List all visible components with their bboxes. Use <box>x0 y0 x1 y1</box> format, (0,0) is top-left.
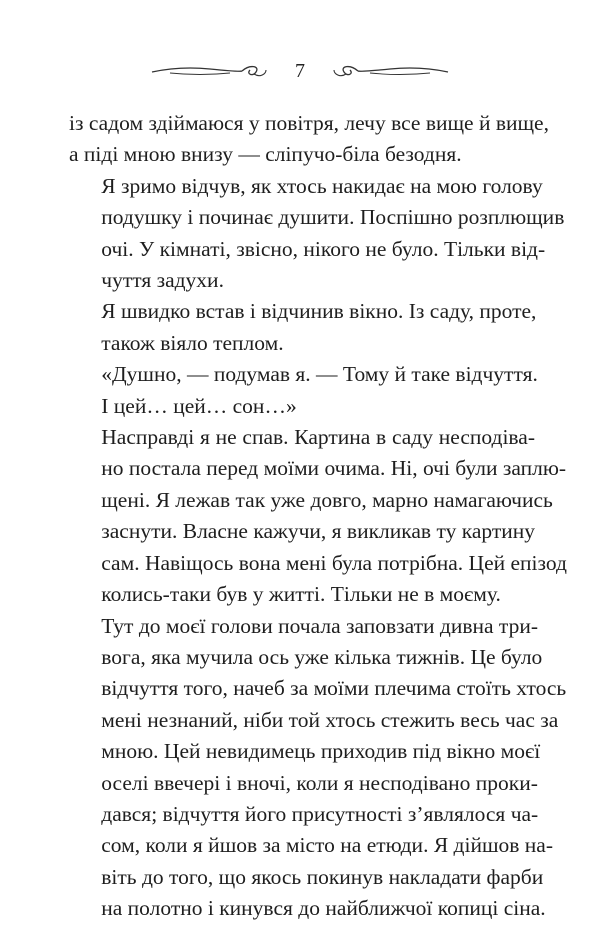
text-line: колись-таки був у житті. Тільки не в моєму. <box>101 582 501 607</box>
text-line: заснути. Власне кажучи, я викликав ту картину <box>101 519 535 544</box>
right-flourish-icon <box>332 62 450 80</box>
text-line: Я швидко встав і відчинив вікно. Із саду, проте, <box>101 299 537 324</box>
text-line: із садом здіймаюся у повітря, лечу все вище й вище, <box>69 111 549 135</box>
text-line: чуття задухи. <box>101 268 224 293</box>
text-line: мною. Цей невидимець приходив під вікно моєї <box>101 739 541 764</box>
text-line: Тут до моєї голови почала заповзати дивна три- <box>101 613 538 638</box>
text-line: на полотно і кинувся до найближчої копиці сіна. <box>101 896 546 921</box>
text-line: І цей… цей… сон…» <box>101 393 297 418</box>
page-number: 7 <box>295 60 305 82</box>
text-line: Я зримо відчув, як хтось накидає на мою голову <box>101 173 543 198</box>
text-line: но постала перед моїми очима. Ні, очі були заплю- <box>101 456 567 481</box>
text-line: щені. Я лежав так уже довго, марно намагаючись <box>101 487 553 512</box>
text-line: також віяло теплом. <box>101 330 284 355</box>
text-line: а піді мною внизу — сліпучо-біла безодня. <box>69 142 462 167</box>
text-line: Насправді я не спав. Картина в саду несподіва- <box>101 425 535 450</box>
paragraph <box>69 296 535 359</box>
paragraph <box>69 108 549 171</box>
text-line: вога, яка мучила ось уже кілька тижнів. Це було <box>101 644 543 669</box>
paragraph <box>69 359 538 422</box>
text-line: сом, коли я йшов за місто на етюди. Я дійшов на- <box>101 833 553 858</box>
text-line: подушку і починає душити. Поспішно розплющив <box>101 205 565 230</box>
page-header <box>150 56 450 86</box>
paragraph <box>69 171 565 297</box>
text-line: «Душно, — подумав я. — Тому й таке відчуття. <box>101 362 538 387</box>
body-text <box>69 108 567 925</box>
text-line: віть до того, що якось покинув накладати фарби <box>101 864 544 889</box>
text-line: оселі ввечері і вночі, коли я несподівано проки- <box>101 770 538 795</box>
text-line: мені незнаний, ніби той хтось стежить весь час за <box>101 707 559 732</box>
text-line: дався; відчуття його присутності з’являлося ча- <box>101 801 539 826</box>
left-flourish-icon <box>150 62 268 80</box>
text-line: очі. У кімнаті, звісно, нікого не було. Тільки від- <box>101 236 546 261</box>
text-line: відчуття того, начеб за моїми плечима стоїть хтось <box>101 676 567 701</box>
text-line: сам. Навіщось вона мені була потрібна. Цей епізод <box>101 550 567 575</box>
paragraph <box>69 611 567 925</box>
paragraph <box>69 422 567 610</box>
